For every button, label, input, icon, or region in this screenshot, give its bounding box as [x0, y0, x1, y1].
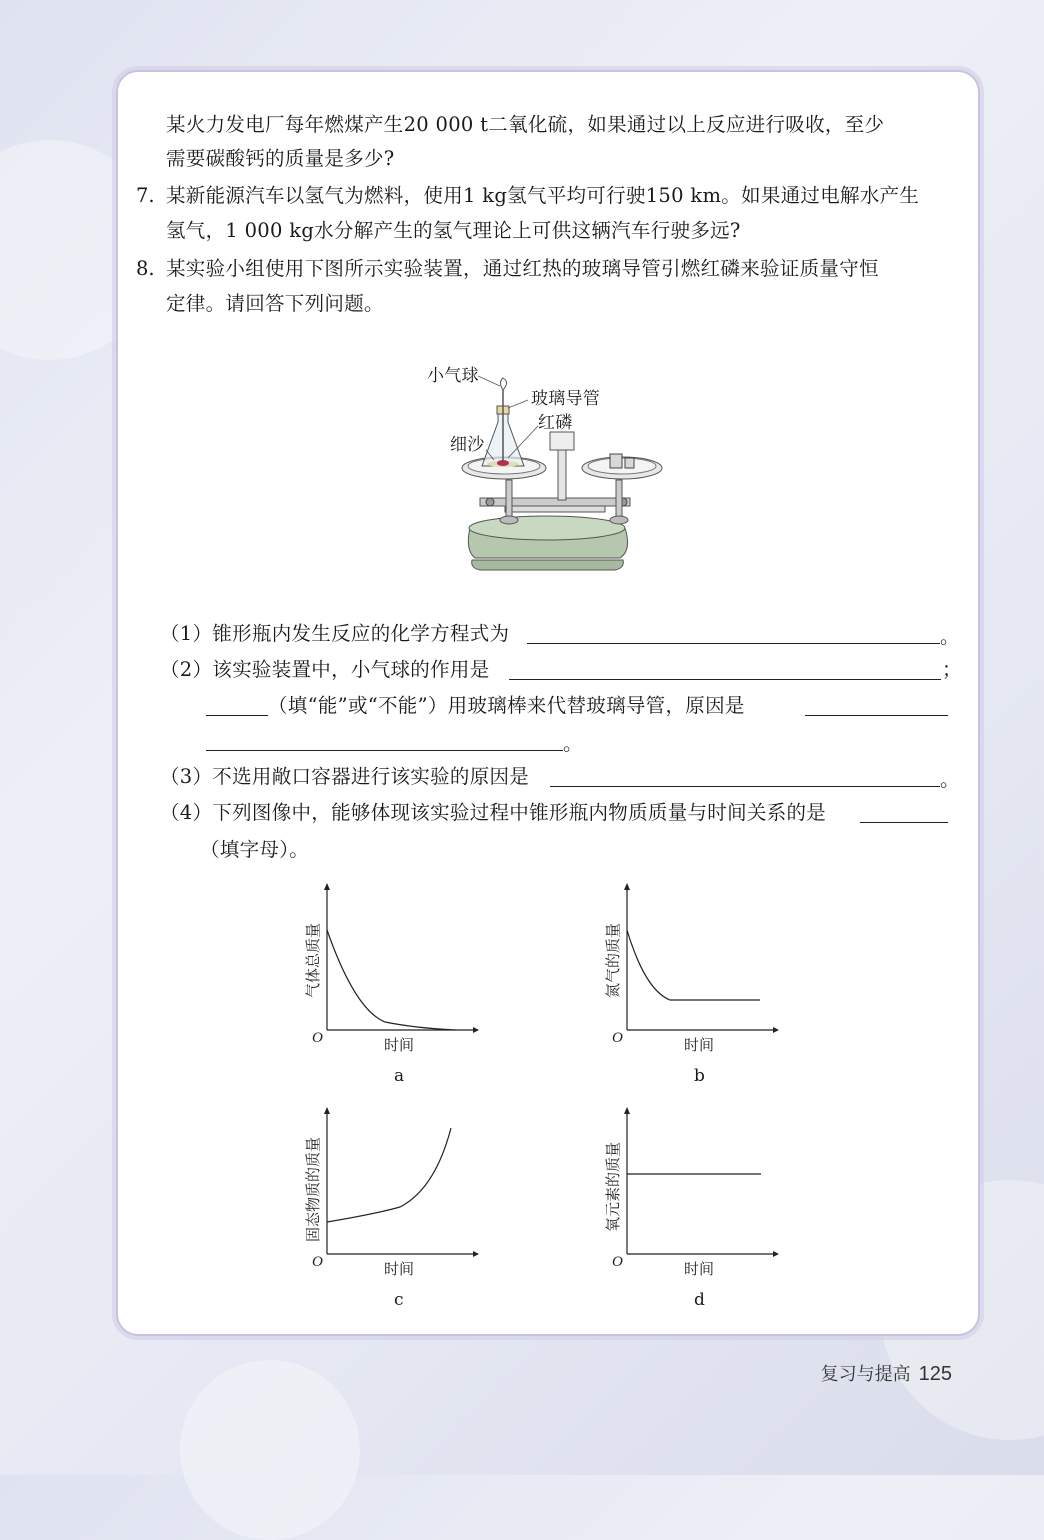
graph-b-origin: O — [612, 1030, 623, 1046]
graph-a-ylabel: 气体总质量 — [304, 922, 322, 998]
graph-d-origin: O — [612, 1254, 623, 1270]
graph-c-origin: O — [312, 1254, 323, 1270]
graph-a-origin: O — [312, 1030, 323, 1046]
label-fine-sand: 细沙 — [450, 435, 485, 455]
sub2-end3: 。 — [563, 732, 583, 755]
q6-line2: 需要碳酸钙的质量是多少? — [166, 147, 395, 170]
sub1-end: 。 — [940, 625, 960, 648]
sub2-reason-blank-cont[interactable] — [206, 732, 563, 751]
q6-line1: 某火力发电厂每年燃煤产生20 000 t二氧化硫，如果通过以上反应进行吸收，至少 — [166, 113, 885, 136]
graph-b-letter: b — [694, 1066, 705, 1086]
label-glass-tube: 玻璃导管 — [531, 389, 601, 409]
page-footer — [821, 1360, 952, 1386]
label-balloon: 小气球 — [427, 366, 479, 386]
graph-c-curve — [327, 1128, 451, 1222]
label-red-phosphorus: 红磷 — [538, 413, 573, 433]
graph-b-ylabel: 氮气的质量 — [604, 922, 622, 998]
sub4-line2: （填字母）。 — [200, 838, 310, 861]
graph-c-letter: c — [394, 1290, 404, 1310]
graph-b-xlabel: 时间 — [684, 1036, 715, 1054]
graph-a — [295, 880, 485, 1060]
graph-a-curve — [327, 930, 455, 1030]
graph-b — [595, 880, 785, 1060]
sub1-text: （1）锥形瓶内发生反应的化学方程式为 — [160, 622, 510, 645]
sub4-text: （4）下列图像中，能够体现该实验过程中锥形瓶内物质质量与时间关系的是 — [160, 801, 827, 824]
q7-number: 7. — [136, 184, 155, 207]
graph-d-xlabel: 时间 — [684, 1260, 715, 1278]
graph-b-curve — [627, 930, 760, 1000]
sub2-can-blank[interactable] — [206, 697, 268, 716]
sub4-answer-blank[interactable] — [860, 804, 948, 823]
page-number: 125 — [918, 1363, 952, 1385]
graph-c-ylabel: 固态物质的质量 — [304, 1136, 322, 1242]
sub3-end: 。 — [940, 768, 960, 791]
graph-a-xlabel: 时间 — [384, 1036, 415, 1054]
graph-c-xlabel: 时间 — [384, 1260, 415, 1278]
sub3-answer-blank[interactable] — [550, 768, 940, 787]
footer-section-title: 复习与提高 — [820, 1364, 911, 1385]
graph-d — [595, 1104, 785, 1284]
q8-line1: 某实验小组使用下图所示实验装置，通过红热的玻璃导管引燃红磷来验证质量守恒 — [166, 257, 879, 280]
sub1-answer-blank[interactable] — [527, 625, 940, 644]
graph-d-letter: d — [694, 1290, 705, 1310]
sub2-text: （2）该实验装置中，小气球的作用是 — [160, 658, 490, 681]
sub2-end: ； — [942, 658, 962, 681]
graph-a-letter: a — [394, 1066, 405, 1086]
sub2-reason-blank[interactable] — [805, 697, 948, 716]
q7-line1: 某新能源汽车以氢气为燃料，使用1 kg氢气平均可行驶150 km。如果通过电解水产生 — [166, 184, 920, 207]
graph-d-ylabel: 氧元素的质量 — [604, 1141, 622, 1232]
q7-line2: 氢气，1 000 kg水分解产生的氢气理论上可供这辆汽车行驶多远? — [166, 219, 741, 242]
graph-c — [295, 1104, 485, 1284]
sub2-line2: （填“能”或“不能”）用玻璃棒来代替玻璃导管，原因是 — [268, 694, 745, 717]
q8-line2: 定律。请回答下列问题。 — [166, 292, 384, 315]
background-decoration — [180, 1360, 360, 1540]
sub3-text: （3）不选用敞口容器进行该实验的原因是 — [160, 765, 530, 788]
q8-number: 8. — [136, 257, 155, 280]
sub2-answer-blank[interactable] — [509, 661, 941, 680]
